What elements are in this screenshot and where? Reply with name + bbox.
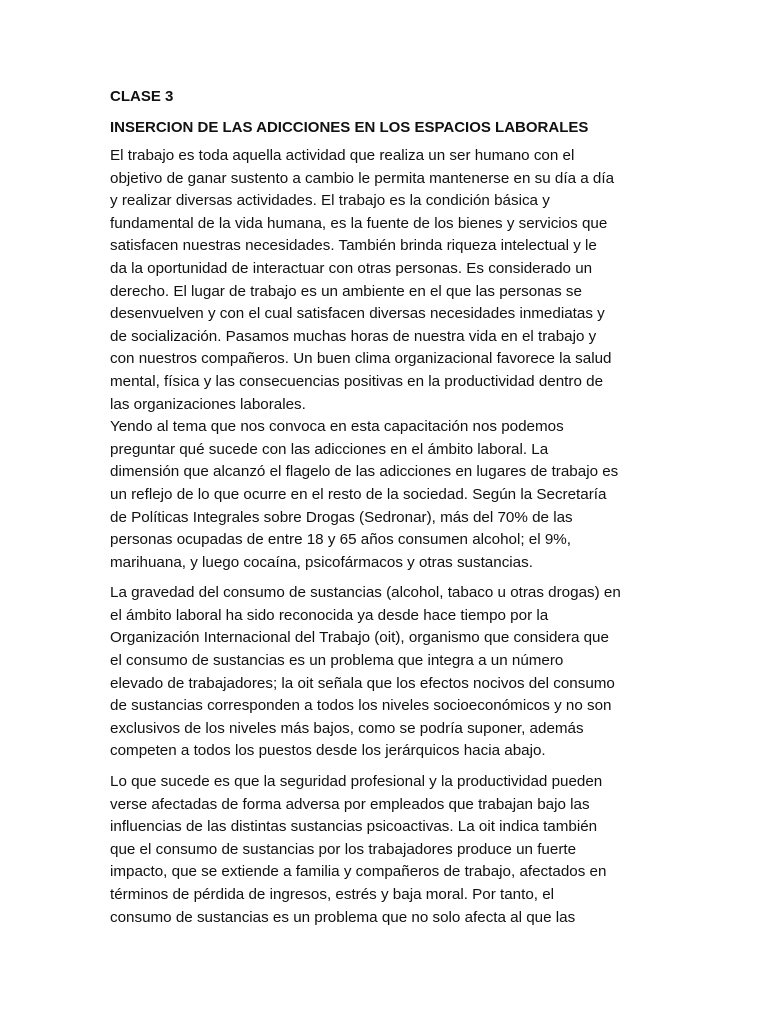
text-line: competen a todos los puestos desde los jerárquicos hacia abajo. xyxy=(110,742,546,760)
text-line: fundamental de la vida humana, es la fuente de los bienes y servicios que xyxy=(110,214,608,232)
text-line: de socialización. Pasamos muchas horas de nuestra vida en el trabajo y xyxy=(110,327,597,345)
paragraph xyxy=(110,771,670,929)
text-line: el ámbito laboral ha sido reconocida ya desde hace tiempo por la xyxy=(110,606,549,624)
text-line: Organización Internacional del Trabajo (oit), organismo que considera que xyxy=(110,629,609,647)
text-line: y realizar diversas actividades. El trabajo es la condición básica y xyxy=(110,192,550,210)
text-line: El trabajo es toda aquella actividad que realiza un ser humano con el xyxy=(110,147,575,164)
text-line: un reflejo de lo que ocurre en el resto de la sociedad. Según la Secretaría xyxy=(110,485,607,503)
text-line: dimensión que alcanzó el flagelo de las adicciones en lugares de trabajo es xyxy=(110,463,619,481)
text-line: con nuestros compañeros. Un buen clima organizacional favorece la salud xyxy=(110,350,612,368)
text-line: personas ocupadas de entre 18 y 65 años consumen alcohol; el 9%, xyxy=(110,531,571,549)
text-line: derecho. El lugar de trabajo es un ambiente en el que las personas se xyxy=(110,282,582,300)
text-line: Lo que sucede es que la seguridad profesional y la productividad pueden xyxy=(110,773,603,791)
text-line: que el consumo de sustancias por los trabajadores produce un fuerte xyxy=(110,840,577,858)
text-line: mental, física y las consecuencias positivas en la productividad dentro de xyxy=(110,372,604,390)
text-line: preguntar qué sucede con las adicciones en el ámbito laboral. La xyxy=(110,440,549,458)
paragraph xyxy=(110,582,670,763)
document-content xyxy=(110,86,670,937)
text-line: consumo de sustancias es un problema que no solo afecta al que las xyxy=(110,908,576,926)
text-line: exclusivos de los niveles más bajos, como se podría suponer, además xyxy=(110,719,584,737)
text-line: términos de pérdida de ingresos, estrés y baja moral. Por tanto, el xyxy=(110,886,555,903)
body-text xyxy=(110,145,670,929)
text-line: desenvuelven y con el cual satisfacen diversas necesidades inmediatas y xyxy=(110,305,605,323)
text-line: elevado de trabajadores; la oit señala que los efectos nocivos del consumo xyxy=(110,674,615,692)
text-line: de Políticas Integrales sobre Drogas (Sedronar), más del 70% de las xyxy=(110,508,573,526)
text-line: verse afectadas de forma adversa por empleados que trabajan bajo las xyxy=(110,795,590,813)
paragraph xyxy=(110,145,670,574)
text-line: objetivo de ganar sustento a cambio le permita mantenerse en su día a día xyxy=(110,169,615,187)
class-label: CLASE 3 xyxy=(110,88,174,105)
text-line: influencias de las distintas sustancias psicoactivas. La oit indica también xyxy=(110,818,598,836)
text-line: el consumo de sustancias es un problema que integra a un número xyxy=(110,652,564,670)
document-title: INSERCION DE LAS ADICCIONES EN LOS ESPACIOS LABORALES xyxy=(110,119,589,136)
text-line: Yendo al tema que nos convoca en esta capacitación nos podemos xyxy=(110,418,564,436)
text-line: marihuana, y luego cocaína, psicofármacos y otras sustancias. xyxy=(110,553,533,571)
text-line: da la oportunidad de interactuar con otras personas. Es considerado un xyxy=(110,259,593,277)
text-line: satisfacen nuestras necesidades. También brinda riqueza intelectual y le xyxy=(110,237,597,255)
text-line: impacto, que se extiende a familia y compañeros de trabajo, afectados en xyxy=(110,863,607,881)
text-line: La gravedad del consumo de sustancias (alcohol, tabaco u otras drogas) en xyxy=(110,584,621,602)
text-line: de sustancias corresponden a todos los niveles socioeconómicos y no son xyxy=(110,697,612,715)
text-line: las organizaciones laborales. xyxy=(110,395,306,413)
